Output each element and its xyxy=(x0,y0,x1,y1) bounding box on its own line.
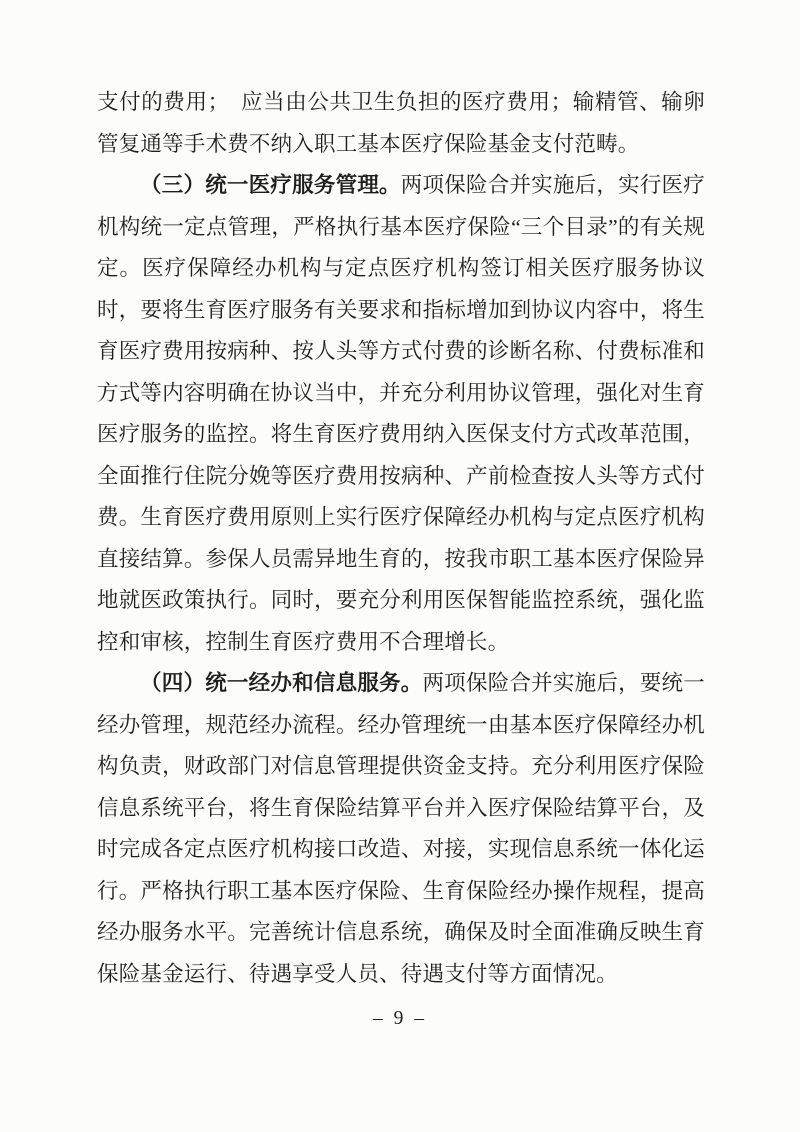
paragraph-continuation xyxy=(97,82,705,165)
paragraph-text: 两项保险合并实施后，要统一经办管理，规范经办流程。经办管理统一由基本医疗保障经办机构负责，财政部门对信息管理提供资金支持。充分利用医疗保险信息系统平台，将生育保险结算平台并入医疗保险结算平台，及时完成各定点医疗机构接口改造、对接，实现信息系统一体化运行。严格执行职工基本医疗保险、生育保险经办操作规程，提高经办服务水平。完善统计信息系统，确保及时全面准确反映生育保险基金运行、待遇享受人员、待遇支付等方面情况。 xyxy=(97,671,705,986)
section-4-heading: （四）统一经办和信息服务。 xyxy=(140,671,423,695)
section-3-heading: （三）统一医疗服务管理。 xyxy=(140,173,401,197)
page-number: – 9 – xyxy=(373,1008,427,1029)
paragraph-section-3 xyxy=(97,165,705,663)
paragraph-text: 两项保险合并实施后，实行医疗机构统一定点管理，严格执行基本医疗保险“三个目录”的有关规定。医疗保障经办机构与定点医疗机构签订相关医疗服务协议时，要将生育医疗服务有关要求和指标增加到协议内容中，将生育医疗费用按病种、按人头等方式付费的诊断名称、付费标准和方式等内容明确在协议当中，并充分利用协议管理，强化对生育医疗服务的监控。将生育医疗费用纳入医保支付方式改革范围，全面推行住院分娩等医疗费用按病种、产前检查按人头等方式付费。生育医疗费用原则上实行医疗保障经办机构与定点医疗机构直接结算。参保人员需异地生育的，按我市职工基本医疗保险异地就医政策执行。同时，要充分利用医保智能监控系统，强化监控和审核，控制生育医疗费用不合理增长。 xyxy=(97,173,705,654)
paragraph-text: 支付的费用； 应当由公共卫生负担的医疗费用；输精管、输卵管复通等手术费不纳入职工基本医疗保险基金支付范畴。 xyxy=(97,90,705,156)
document-body xyxy=(97,82,705,995)
paragraph-section-4 xyxy=(97,663,705,995)
